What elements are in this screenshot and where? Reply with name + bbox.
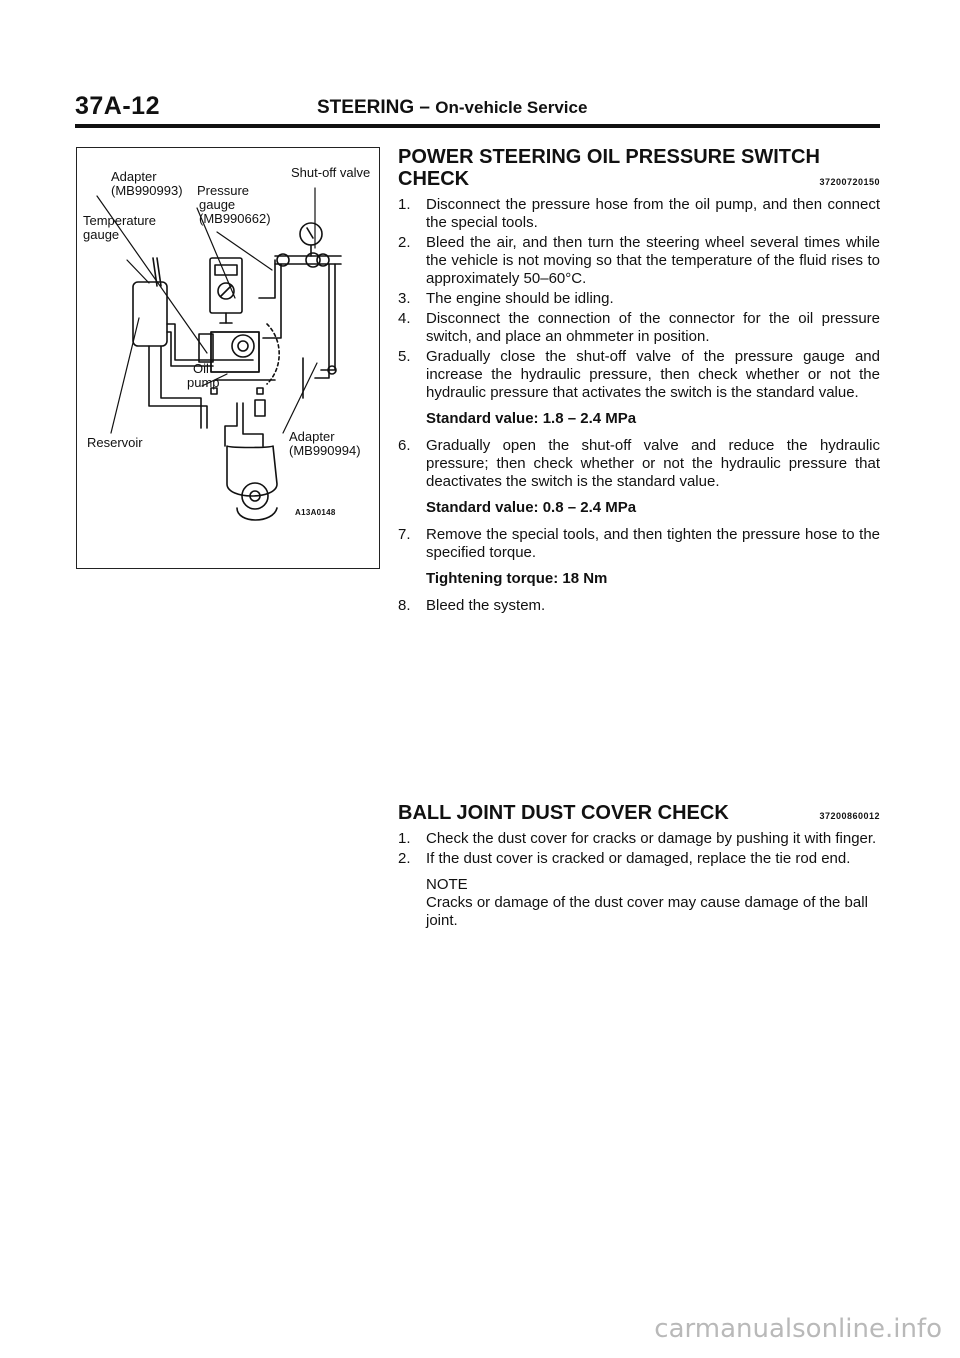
section2-steps: [398, 830, 880, 868]
section1-title-row: [398, 168, 880, 190]
adapter-bottom-label: Adapter: [289, 429, 335, 444]
figure-code: A13A0148: [295, 508, 336, 517]
tightening-torque: Tightening torque: 18 Nm: [426, 570, 608, 587]
section-title: [317, 97, 587, 119]
list-item: 2. Bleed the air, and then turn the steering wheel several times while the vehicle is not moving so that the temperature of the fluid rises to approximately 50–60°C.: [398, 234, 880, 287]
dust-cover-check-section: [398, 802, 880, 930]
pressure-check-figure: [76, 147, 380, 569]
list-item: 7. Remove the special tools, and then tighten the pressure hose to the specified torque.: [398, 526, 880, 561]
shutoff-valve-label: Shut-off valve: [291, 165, 371, 180]
oil-pump-label-2: pump: [187, 375, 220, 390]
section1-title-line2: CHECK: [398, 168, 470, 190]
list-item: 3. The engine should be idling.: [398, 290, 614, 307]
watermark: carmanualsonline.info: [654, 1314, 942, 1344]
adapter-top-part-label: (MB990993): [111, 183, 183, 198]
section1-code: 37200720150: [819, 177, 880, 187]
section1-steps-cont2: [398, 526, 880, 562]
section2-title: BALL JOINT DUST COVER CHECK: [398, 802, 729, 824]
list-item: 1. Check the dust cover for cracks or damage by pushing it with finger.: [398, 830, 877, 847]
list-item: 5. Gradually close the shut-off valve of the pressure gauge and increase the hydraulic pressure, then check whether or not the hydraulic pressure that activates the switch is the standard value.: [398, 348, 880, 401]
page-number: 37A-12: [75, 92, 160, 120]
list-item: 4. Disconnect the connection of the connector for the oil pressure switch, and place an ohmmeter in position.: [398, 310, 880, 345]
section-name: STEERING: [317, 97, 415, 118]
temperature-gauge-label: Temperature: [83, 213, 156, 228]
list-item: 8. Bleed the system.: [398, 597, 546, 614]
section2-title-row: [398, 802, 880, 824]
title-separator: –: [419, 97, 430, 118]
header-rule: [75, 124, 880, 128]
list-item: 1. Disconnect the pressure hose from the oil pump, and then connect the special tools.: [398, 196, 880, 231]
list-item: 6. Gradually open the shut-off valve and reduce the hydraulic pressure; then check whether or not the hydraulic pressure that deactivates the switch is the standard value.: [398, 437, 880, 490]
adapter-bottom-part-label: (MB990994): [289, 443, 361, 458]
reservoir-label: Reservoir: [87, 435, 143, 450]
oil-pump-label: Oil: [193, 361, 209, 376]
pressure-switch-check-section: [398, 146, 880, 617]
standard-value-2: Standard value: 0.8 – 2.4 MPa: [426, 499, 637, 516]
section1-steps-cont3: [398, 597, 880, 615]
section1-steps-cont: [398, 437, 880, 491]
list-item: 2. If the dust cover is cracked or damaged, replace the tie rod end.: [398, 850, 851, 867]
section2-code: 37200860012: [819, 811, 880, 821]
section1-steps: [398, 196, 880, 402]
pressure-gauge-part-label: (MB990662): [199, 211, 271, 226]
pressure-gauge-label: Pressure: [197, 183, 250, 198]
note-text: Cracks or damage of the dust cover may cause damage of the ball joint.: [426, 894, 868, 929]
adapter-top-label: Adapter: [111, 169, 157, 184]
note-label: NOTE: [426, 876, 468, 893]
temperature-gauge-label-2: gauge: [83, 227, 120, 242]
section1-title-line1: POWER STEERING OIL PRESSURE SWITCH: [398, 146, 820, 168]
pressure-gauge-label-2: gauge: [199, 197, 236, 212]
standard-value-1: Standard value: 1.8 – 2.4 MPa: [426, 410, 637, 427]
subsection-name: On-vehicle Service: [435, 98, 588, 117]
